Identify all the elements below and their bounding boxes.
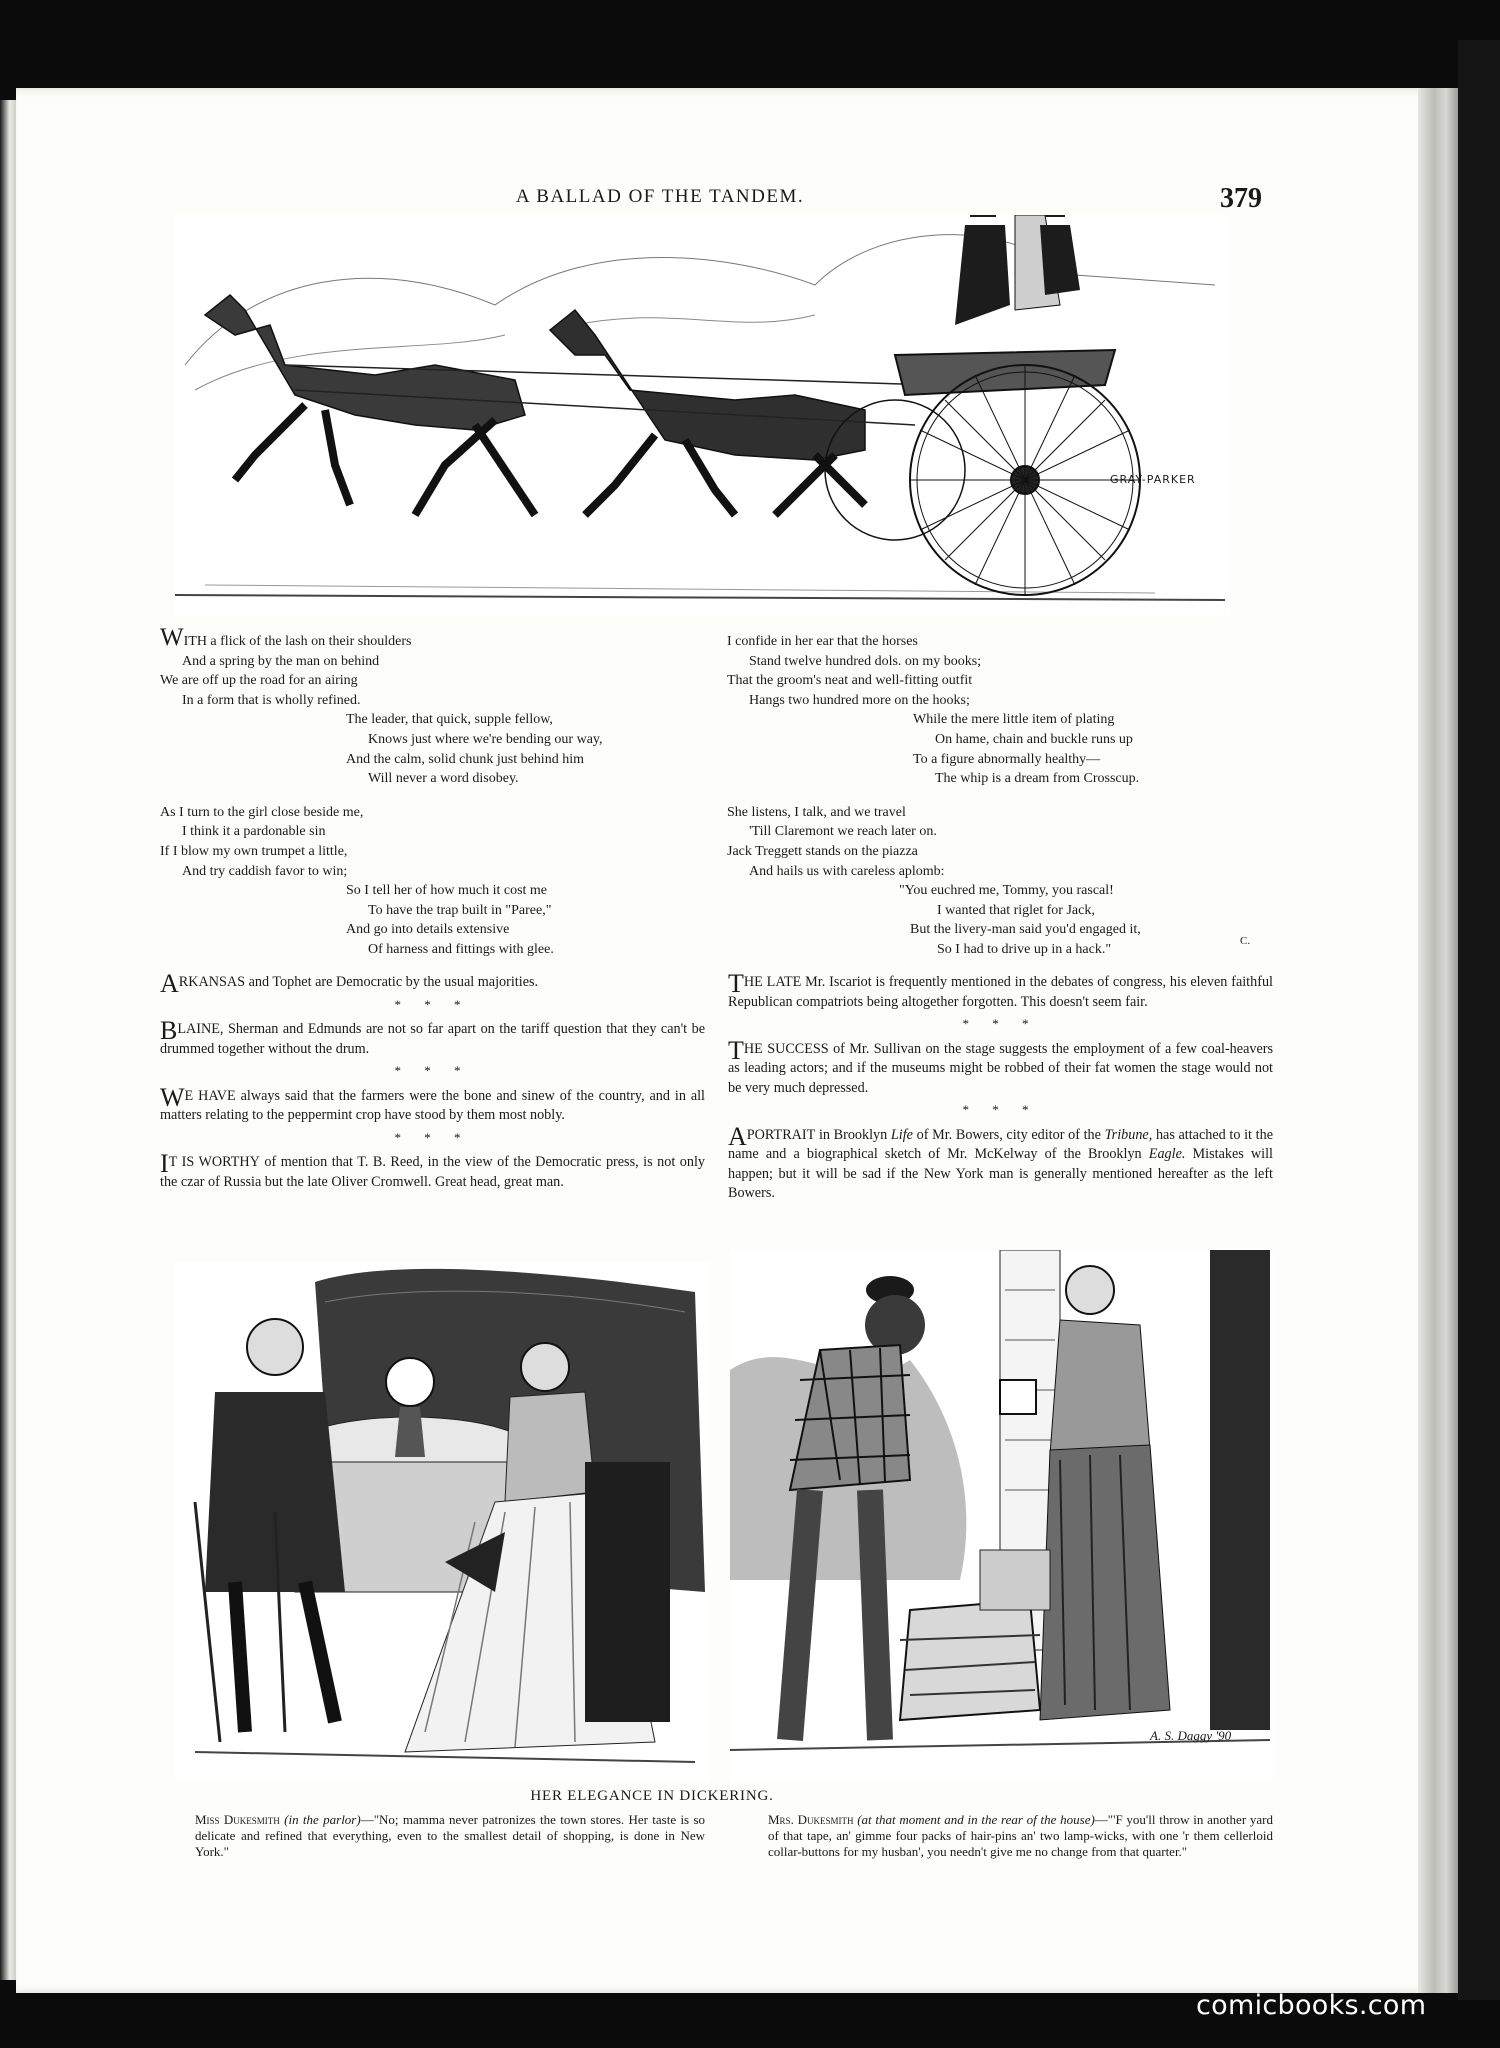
artist-signature-bottom: A. S. Daggy '90 [1150,1728,1232,1743]
caption-right: Mrs. Dukesmith (at that moment and in the rear of the house)—"'F you'll throw in another yard of that tape, an' gimme four packs of hair-pins an' two lamp-wicks, with one 'r them cellerloid collar-buttons for my husban', you needn't give me no change from that quarter." [768,1812,1273,1859]
editorial-paragraph: WE HAVE always said that the farmers were the bone and sinew of the country, and in all matters relating to the peppermint crop have stood by them most nobly. [160,1082,705,1123]
section-stars: * * * [394,1129,471,1145]
poem-line: That the groom's neat and well-fitting outfit [727,673,973,689]
page-stack-edge [1418,88,1458,1993]
poem-line: And try caddish favor to win; [182,863,348,879]
poem-line: We are off up the road for an airing [160,673,358,689]
artist-signature-top: GRAY-PARKER [1110,473,1196,486]
section-stars: * * * [962,1016,1039,1031]
parlor-scene-illustration [175,1262,710,1782]
poem-line: Jack Treggett stands on the piazza [727,843,918,859]
running-head-text: A BALLAD OF THE TANDEM. [515,186,805,207]
editorial-paragraph: APORTRAIT in Brooklyn Life of Mr. Bowers, city editor of the Tribune, has attached to it the name and a biographical sketch of Mr. McKelway of the Brooklyn Eagle. Mistakes will happen; but it will be sad if the New York man is generally mentioned hereafter as the left Bowers. [728,1121,1273,1201]
poem-line: To have the trap built in "Paree," [368,902,552,918]
previous-page-edge [0,100,16,1980]
editorial-paragraph: BLAINE, Sherman and Edmunds are not so far apart on the tariff question that they can't be drummed together without the drum. [160,1016,705,1057]
watermark: comicbooks.com [1196,1990,1427,2021]
poem-line: As I turn to the girl close beside me, [160,804,364,820]
paragraphs-left-column [160,969,705,1192]
poem-line: If I blow my own trumpet a little, [160,843,348,859]
back-door-scene-illustration [730,1250,1275,1782]
poem-author-initial: C. [1240,935,1251,947]
poem-line: To a figure abnormally healthy— [913,751,1101,767]
poem-line: I confide in her ear that the horses [727,634,918,649]
poem-line: So I tell her of how much it cost me [346,883,548,899]
poem-right-column [727,632,1247,960]
section-stars: * * * [394,996,471,1012]
poem-line: WITH a flick of the lash on their shoulders [160,624,412,651]
poem-line: So I had to drive up in a hack." [937,941,1112,957]
poem-line: "You euchred me, Tommy, you rascal! [899,883,1114,899]
poem-line: I wanted that riglet for Jack, [937,902,1095,918]
scan-background [1458,40,1500,2000]
poem-line: And go into details extensive [346,922,510,938]
section-stars: * * * [394,1063,471,1078]
poem-line: On hame, chain and buckle runs up [935,731,1133,747]
poem-line: And a spring by the man on behind [182,653,380,669]
tandem-carriage-illustration [175,215,1230,615]
poem-line: The leader, that quick, supple fellow, [346,712,553,728]
cartoon-title: HER ELEGANCE IN DICKERING. [530,1788,774,1804]
poem-line: 'Till Claremont we reach later on. [749,824,937,840]
editorial-paragraph: ARKANSAS and Tophet are Democratic by the usual majorities. [160,969,539,998]
poem-line: But the livery-man said you'd engaged it, [910,922,1141,938]
poem-drop-cap: W [160,624,184,651]
poem-left-column [160,624,700,960]
page-number: 379 [1220,183,1262,214]
poem-line: She listens, I talk, and we travel [727,804,906,820]
editorial-paragraph: THE LATE Mr. Iscariot is frequently mentioned in the debates of congress, his eleven faithful Republican compatriots being altogether forgotten. This doesn't seem fair. [728,969,1273,1010]
poem-line: And the calm, solid chunk just behind him [346,751,584,767]
poem-line: The whip is a dream from Crosscup. [935,771,1140,787]
poem-line: While the mere little item of plating [913,712,1115,728]
editorial-paragraph: IT IS WORTHY of mention that T. B. Reed, in the view of the Democratic press, is not only the czar of Russia but the late Oliver Cromwell. Great head, great man. [160,1149,705,1190]
poem-line: Hangs two hundred more on the hooks; [749,692,970,708]
poem-line: Of harness and fittings with glee. [368,941,554,957]
poem-line: I think it a pardonable sin [182,824,326,840]
poem-line: Stand twelve hundred dols. on my books; [749,653,982,669]
poem-line: In a form that is wholly refined. [182,692,361,708]
poem-line: Will never a word disobey. [368,771,519,787]
section-stars: * * * [962,1102,1039,1117]
paragraphs-right-column [728,969,1273,1204]
running-head [0,186,1500,208]
caption-left: Miss Dukesmith (in the parlor)—"No; mamma never patronizes the town stores. Her taste is so delicate and refined that everything, even to the smallest detail of shopping, is done in New York." [195,1812,706,1859]
editorial-paragraph: THE SUCCESS of Mr. Sullivan on the stage suggests the employment of a few coal-heavers as leading actors; and if the museums might be robbed of their fat women the stage would not be very much depressed. [728,1035,1273,1096]
poem-line: Knows just where we're bending our way, [368,731,603,747]
poem-line: And hails us with careless aplomb: [749,863,945,879]
